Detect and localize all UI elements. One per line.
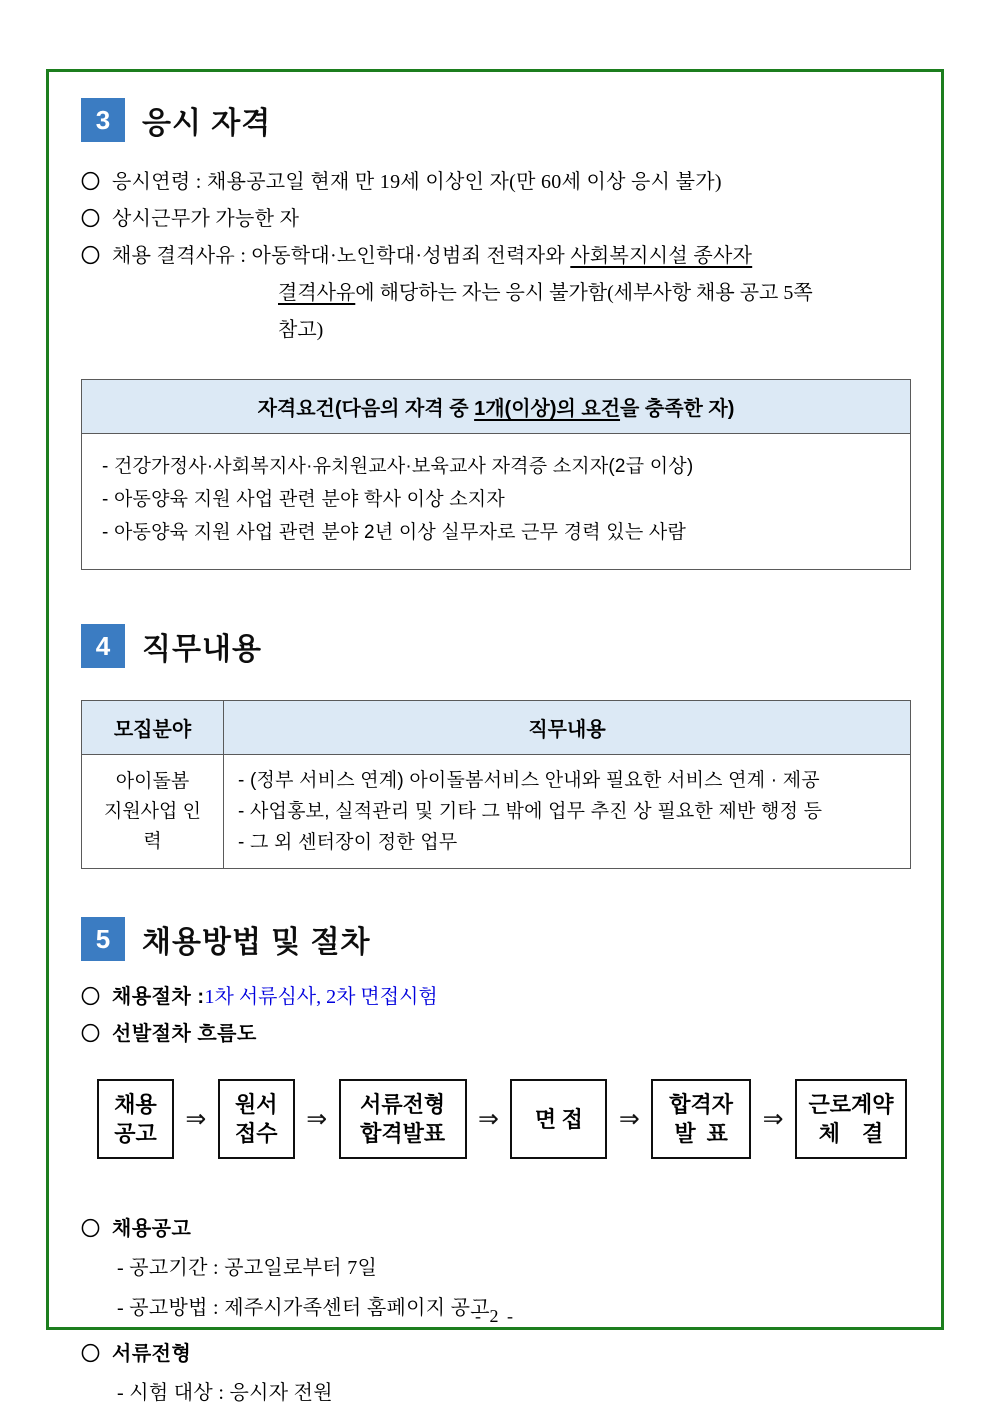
circle-bullet-icon: 〇 [81, 172, 101, 193]
flow-arrow-icon: ⇒ [618, 1106, 640, 1133]
flow-step-pass-announcement [651, 1079, 751, 1159]
circle-bullet-icon: 〇 [81, 987, 101, 1008]
disqualification-prefix: 채용 결격사유 : 아동학대·노인학대·성범죄 전력자와 [112, 245, 571, 267]
selection-flow-diagram [97, 1079, 907, 1159]
page-border-frame [46, 69, 944, 1404]
duty-field-line: 지원사업 인력 [103, 800, 202, 852]
qualification-row: - 건강가정사·사회복지사·유치원교사·보육교사 자격증 소지자(2급 이상) [102, 456, 694, 477]
disqualification-rest: 에 해당하는 자는 응시 불가함(세부사항 채용 공고 5쪽 [355, 282, 813, 304]
flow-step-text: 근로계약 [808, 1092, 894, 1117]
section-5-bullets [81, 979, 911, 1053]
flow-label: 선발절차 흐름도 [112, 1023, 257, 1045]
flow-step-text: 공고 [114, 1121, 157, 1146]
duty-table-col1-header: 모집분야 [82, 701, 224, 755]
page-number: - 2 - [475, 1306, 515, 1326]
section-3-title: 응시 자격 [142, 107, 272, 140]
flow-step-text: 서류전형 [360, 1092, 446, 1117]
bullet-screening [81, 1336, 911, 1373]
duty-item: - 그 외 센터장이 정한 업무 [238, 832, 458, 853]
bullet-age-requirement [81, 164, 911, 201]
qualification-row: - 아동양육 지원 사업 관련 분야 2년 이상 실무자로 근무 경력 있는 사람 [102, 522, 686, 543]
flow-step-contract [795, 1079, 907, 1159]
fulltime-requirement-text: 상시근무가 가능한 자 [112, 208, 300, 230]
section-4-header [81, 624, 911, 668]
qualification-table-header [82, 380, 911, 434]
flow-arrow-icon: ⇒ [478, 1106, 499, 1133]
duty-field-line: 아이돌봄 [115, 770, 190, 792]
qual-header-suffix: 을 충족한 자) [620, 398, 735, 420]
flow-step-text: 면 접 [534, 1106, 583, 1132]
flow-step-text: 발 표 [674, 1121, 728, 1146]
section-3-number-badge: 3 [81, 98, 125, 142]
section-5-title: 채용방법 및 절차 [142, 926, 371, 959]
bullet-flow-label [81, 1016, 911, 1053]
screening-block [81, 1336, 911, 1413]
duty-field-cell [82, 755, 224, 869]
section-3-bullets [81, 164, 911, 349]
disqualification-continuation-2: 참고) [278, 319, 324, 341]
flow-arrow-icon: ⇒ [185, 1106, 207, 1133]
flow-step-text: 체 결 [818, 1121, 884, 1146]
age-requirement-text: 응시연령 : 채용공고일 현재 만 19세 이상인 자(만 60세 이상 응시 불가) [112, 171, 722, 193]
announcement-item: - 공고방법 : 제주시가족센터 홈페이지 공고 [117, 1297, 490, 1319]
bullet-disqualification [81, 238, 911, 275]
flow-step-interview [510, 1079, 607, 1159]
disqualification-underlined-2: 결격사유 [278, 282, 356, 304]
announcement-header: 채용공고 [112, 1218, 192, 1240]
duty-item: - 사업홍보, 실적관리 및 기타 그 밖에 업무 추진 상 필요한 제반 행정 등 [238, 801, 823, 822]
section-5-number-badge: 5 [81, 917, 125, 961]
procedure-value: 1차 서류심사, 2차 면접시험 [204, 986, 438, 1008]
flow-arrow-icon: ⇒ [306, 1106, 328, 1133]
qualification-row: - 아동양육 지원 사업 관련 분야 학사 이상 소지자 [102, 489, 505, 510]
section-3-header [81, 98, 911, 142]
flow-step-text: 접수 [235, 1121, 278, 1146]
bullet-fulltime-requirement [81, 201, 911, 238]
section-5-header [81, 917, 911, 961]
disqualification-text [112, 238, 752, 275]
circle-bullet-icon: 〇 [81, 209, 101, 230]
circle-bullet-icon: 〇 [81, 1344, 101, 1365]
flow-step-announcement [97, 1079, 174, 1159]
duty-item: - (정부 서비스 연계) 아이돌봄서비스 안내와 필요한 서비스 연계 · 제공 [238, 770, 820, 791]
announcement-item: - 공고기간 : 공고일로부터 7일 [117, 1257, 378, 1279]
bullet-procedure [81, 979, 911, 1016]
duty-table-col2-header: 직무내용 [224, 701, 911, 755]
circle-bullet-icon: 〇 [81, 1219, 101, 1240]
circle-bullet-icon: 〇 [81, 1024, 101, 1045]
flow-step-text: 채용 [114, 1092, 157, 1117]
duty-content-cell [224, 755, 911, 869]
flow-step-application [218, 1079, 295, 1159]
qualification-table-body [82, 434, 911, 570]
flow-step-document-screening [339, 1079, 467, 1159]
bullet-announcement [81, 1211, 911, 1248]
qual-header-prefix: 자격요건(다음의 자격 중 [257, 398, 475, 420]
disqualification-continuation [81, 275, 911, 312]
flow-arrow-icon: ⇒ [762, 1106, 784, 1133]
qual-header-underlined: 1개(이상)의 요건 [474, 398, 621, 420]
flow-step-text: 합격자 [669, 1092, 734, 1117]
screening-item: - 시험 대상 : 응시자 전원 [117, 1382, 333, 1404]
section-4-title: 직무내용 [142, 633, 262, 666]
section-4-number-badge: 4 [81, 624, 125, 668]
screening-header: 서류전형 [112, 1343, 192, 1365]
flow-step-text: 합격발표 [360, 1121, 446, 1146]
procedure-label: 채용절차 : [112, 986, 205, 1008]
duty-table [81, 700, 911, 869]
flow-step-text: 원서 [235, 1092, 278, 1117]
qualification-table [81, 379, 911, 570]
disqualification-underlined: 사회복지시설 종사자 [570, 245, 753, 267]
circle-bullet-icon: 〇 [81, 246, 101, 267]
